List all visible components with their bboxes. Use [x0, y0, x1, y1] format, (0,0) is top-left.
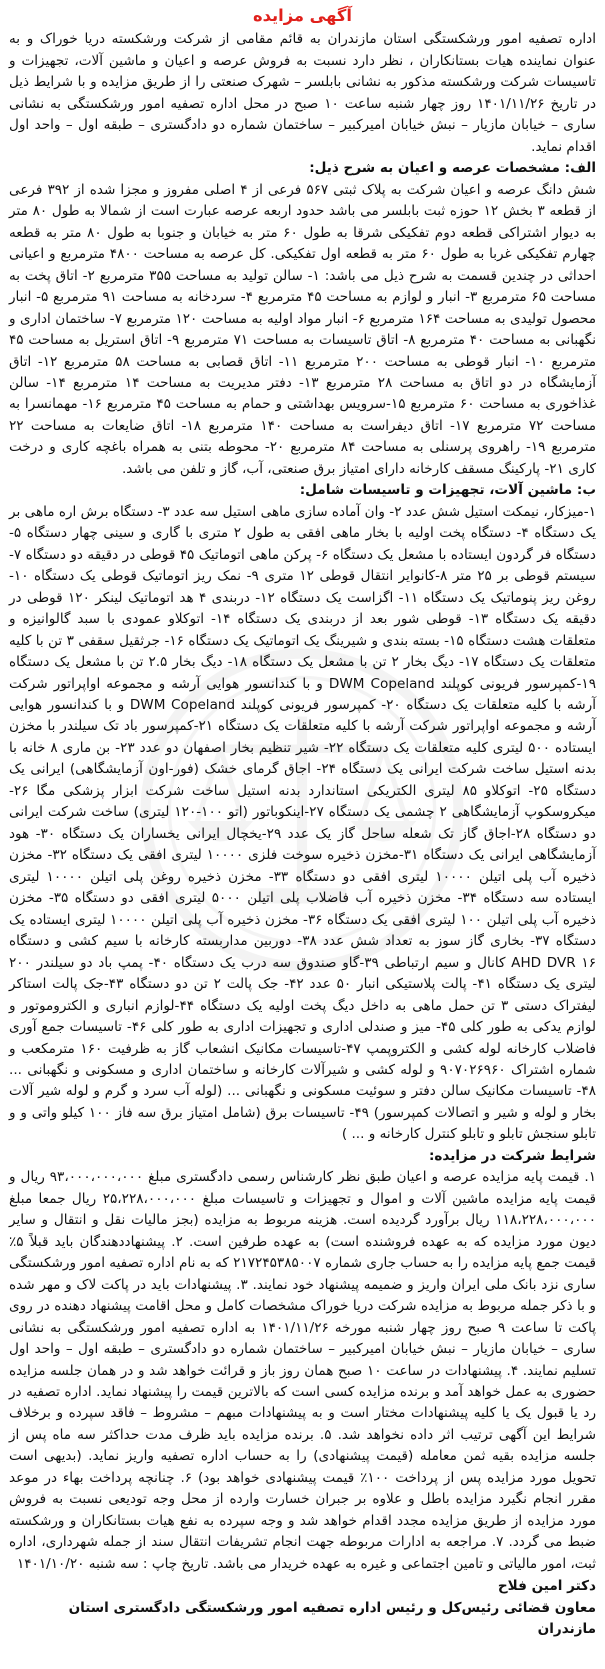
equipment-item-13: ۱۳- قوطی شور بعد از دربندی یک دستگاه [237, 611, 489, 628]
equipment-item-6: ۶- پرکن ماهی اتوماتیک ۴۵ قوطی در دقیقه دو دستگاه [25, 546, 329, 563]
equipment-item-39: ۳۹-گاو صندوق سه درب یک دستگاه [173, 954, 379, 971]
condition-item-5: ۵. برنده مزایده باید ظرف مدت حداکثر سه ماه پس از جلسه مزایده بقیه ثمن معامله (قیمت پیشنهادی) را به حساب اداره تصفیه واریز نماید. (بدیهی است تحویل مورد مزایده پس از پرداخت ۱۰۰٪ قیمت پیشنهادی خواهد بود) [9, 1426, 597, 1486]
condition-item-6: ۶. چنانچه پرداخت بهاء در موعد مقرر انجام نگیرد مزایده باطل و علاوه بر جبران خسارت وارده از محل وجه تودیعی نسبت به فروش مورد مزایده از طریق مزایده مجدد اقدام خواهد شد و وجه سپرده به نفع هیات بستانکاران و ورشکسته ضبط می گردد. [9, 1469, 596, 1551]
equipment-item-12: ۱۲- دربندی ۴ هد اتوماتیک لینکر ۱۲۰ قوطی در دقیقه یک دستگاه [9, 589, 596, 628]
print-date: تاریخ چاپ : سه شنبه ۱۴۰۱/۱۰/۲۰ [16, 1555, 209, 1572]
equipment-item-19: ۱۹-کمپرسور فریونی کوپلند DWM Copeland و با کندانسور هوایی آرشه و مجموعه اواپراتور شرکت آرشه با کلیه متعلقات یک دستگاه [9, 675, 596, 713]
area-item-18: ۱۸- اتاق ضایعات به مساحت ۲۲ مترمربع [9, 417, 596, 456]
equipment-item-15: ۱۵- بسته بندی و شیرینگ یک اتوماتیک یک دستگاه [188, 632, 464, 649]
equipment-item-34: ۳۴- مخزن ذخیره آب فاضلاب پلی اتیلن ۵۰۰۰ لیتری افقی دو دستگاه [74, 890, 477, 907]
equipment-item-37: ۳۷- بخاری گاز سوز به تعداد شش عدد [322, 933, 550, 950]
area-item-19: ۱۹- راهروی پرسنلی به مساحت ۸۴ مترمربع [290, 439, 546, 456]
area-item-2: ۲- اتاق پخت به مساحت ۶۵ مترمربع [9, 267, 596, 306]
equipment-item-29: ۲۹-یخچال ایرانی یخساران یک دستگاه [61, 825, 282, 842]
area-item-17: ۱۷- اتاق دیفراست به مساحت ۱۴۰ مترمربع [208, 417, 470, 434]
equipment-item-21: ۲۱-کمپرسور باد تک سیلندر با مخزن ایستاده ۵۰۰ لیتری کلیه متعلقات یک دستگاه [9, 718, 596, 756]
conditions-paragraph [9, 1167, 596, 1575]
equipment-item-17: ۱۷- دیگ بخار ۲ تن با مشعل یک دستگاه [252, 654, 479, 671]
area-item-13: ۱۳- دفتر مدیریت به مساحت ۱۴ مترمربع [73, 374, 319, 391]
signatory-name: دکتر امین فلاح [497, 1578, 596, 1595]
equipment-item-26: ۲۶-میکروسکوپ آزمایشگاهی ۲ چشمی یک دستگاه [9, 782, 596, 821]
area-item-10: ۱۰- انبار قوطی به مساحت ۲۰۰ مترمربع [304, 353, 545, 370]
notice-title: آگهی مزایده [253, 6, 352, 25]
equipment-item-25: ۲۵- اتوکلاو ۸۵ لیتری الکتریکی استاندارد بدنه استیل ساخت شرکت ابزار پزشکی مگا [36, 782, 548, 799]
equipment-item-16: ۱۶- جرثقیل سقفی ۳ تن با کلیه متعلقات یک دستگاه [9, 632, 596, 671]
equipment-item-30: ۳۰- هود آزمایشگاهی ایرانی یک دستگاه [9, 825, 596, 864]
condition-item-3: ۳. پیشنهادات باید در پاکت لاک و مهر شده و با ذکر جمله مربوط به مزایده شرکت دریا خوراک مشخصات کامل و محل اقامت پیشنهاد دهنده در روی پاکت تا ساعت ۹ صبح روز چهار شنبه مورخه ۱۴۰۱/۱۱/۲۶ به اداره تصفیه امور ورشکستگی به نشانی ساری – خیابان مازیار – نبش خیابان امیرکبیر – ساختمان شماره دو دادگستری – طبقه اول – واحد اول تسلیم نمایند. [9, 1276, 596, 1379]
equipment-item-41: ۴۱- پالت پلاستیکی انبار ۵۰ عدد [309, 976, 492, 993]
section-b-paragraph [9, 502, 596, 1146]
equipment-item-2: ۲- وان آماده سازی ماهی استیل سه عدد [174, 503, 402, 520]
equipment-item-10: ۱۰- روغن ریز پنوماتیک یک دستگاه [9, 568, 596, 606]
equipment-item-9: ۹- نمک ریز اتوماتیک قوطی یک دستگاه [34, 568, 259, 585]
section-a-heading: الف: مشخصات عرصه و اعیان به شرح ذیل: [309, 160, 596, 177]
equipment-item-36: ۳۶- مخزن ذخیره آب پلی اتیلن ۱۰۰۰۰ لیتری ایستاده یک دستگاه [9, 911, 596, 950]
equipment-item-28: ۲۸-اجاق گاز تک شعله ساحل گاز یک عدد [287, 825, 531, 842]
equipment-item-22: ۲۲- شیر تنظیم بخار اصفهان دو عدد [139, 739, 344, 756]
equipment-item-43: ۴۳-جک پالت استاکر لیفتراک دستی ۳ تن حمل ماهی به داخل دیگ پخت اولیه یک دستگاه [9, 976, 596, 1014]
equipment-item-47: ۴۷-تاسیسات مکانیک انشعاب گاز به ظرفیت ۱۶۰ مترمکعب و شماره اشتراک ۹۰۷۰۲۶۹۶۰ و لوله کشی و شیرآلات کارخانه و ساختمان اداری و مسکونی و نگهبانی ... [9, 1040, 596, 1078]
area-item-6: ۶- انبار مواد اولیه به مساحت ۱۲۰ مترمربع [126, 310, 365, 327]
section-a-paragraph [9, 180, 596, 481]
area-item-9: ۹- اتاق استریل به مساحت ۴۵ مترمربع [9, 332, 597, 370]
condition-item-4: ۴. پیشنهادات در ساعت ۱۰ صبح همان روز باز و قرائت خواهد شد و در همان جلسه مزایده حضوری به عمل خواهد آمد و برنده مزایده کسی است که بالاترین قیمت را پیشنهاد نماید. اداره تصفیه در رد یا قبول یک یا کلیه پیشنهادات مختار است و به پیشنهادات مبهم – مشروط – فاقد سپرده و برخلاف شرایط این آگهی ترتیب اثر داده نخواهد شد. [9, 1362, 596, 1443]
section-a-description: شش دانگ عرصه و اعیان شرکت به پلاک ثبتی ۵۶۷ فرعی از ۴ اصلی مفروز و مجزا شده از ۳۹۲ فرعی از قطعه ۳ بخش ۱۲ حوزه ثبت بابلسر می باشد حدود اربعه عرصه عبارت است از شمالا به طول ۸۰ متر به دیوار اشتراکی قطعه دوم تفکیکی شرقا به طول ۶۰ متر به خیابان و جنوبا به طول ۸۰ متر به قطعه چهارم تفکیکی غربا به طول ۶۰ متر به قطعه اول تفکیکی. کل عرصه به مساحت ۴۸۰۰ مترمربع و اعیانی احداثی در چندین قسمت به شرح ذیل می باشد: [9, 181, 597, 284]
equipment-item-8: ۸-کانوایر انتقال قوطی ۱۲ متری [264, 568, 448, 585]
equipment-item-32: ۳۲- مخزن ذخیره آب پلی اتیلن ۱۰۰۰۰ لیتری افقی دو دستگاه [9, 847, 596, 885]
equipment-item-24: ۲۴- اجاق گرمای خشک (فور-اون آزمایشگاهی) ایرانی یک دستگاه [9, 761, 596, 799]
condition-item-1: ۱. قیمت پایه مزایده عرصه و اعیان طبق نظر کارشناس رسمی دادگستری مبلغ ۹۳،۰۰۰،۰۰۰،۰۰۰ ریال و قیمت پایه مزایده ماشین آلات و اموال و تجهیزات و تاسیسات مبلغ ۲۵،۲۲۸،۰۰۰،۰۰۰ ریال جمعا مبلغ ۱۱۸،۲۲۸،۰۰۰،۰۰۰ ریال برآورد گردیده است. هزینه مربوط به مزایده (بجز مالیات نقل و انتقال و سایر دیون مورد مزایده که به عهده فروشنده است) به عهده طرفین است. [9, 1169, 597, 1250]
area-item-1: ۱- سالن تولید به مساحت ۳۵۵ مترمربع [99, 267, 320, 284]
equipment-item-11: ۱۱- اگزاست یک دستگاه [280, 589, 419, 606]
area-list [9, 268, 596, 477]
area-item-4: ۴- سردخانه به مساحت ۹۱ مترمربع [53, 289, 253, 306]
equipment-item-14: ۱۴- اتوکلاو عمودی با سبد گالوانیزه و متعلقات هشت دستگاه [9, 611, 596, 649]
equipment-item-31: ۳۱-مخزن ذخیره سوخت فلزی ۱۰۰۰۰ لیتری افقی یک دستگاه [71, 847, 419, 864]
condition-item-2: ۲. پیشنهاددهندگان باید قبلاً ۵٪ قیمت جمع پایه مزایده را به حساب جاری شماره ۲۱۷۲۴۵۳۸۵۰۰۷ که به نام اداره تصفیه امور ورشکستگی ساری نزد بانک ملی ایران واریز و ضمیمه پیشنهاد خود نمایند. [9, 1233, 596, 1293]
area-item-11: ۱۱- اتاق قصابی به مساحت ۵۸ مترمربع [63, 353, 299, 370]
equipment-item-40: ۴۰- پمپ باد دو سیلندر ۲۰۰ لیتری یک دستگاه [9, 954, 596, 993]
area-item-7: ۷- ساختمان اداری و نگهبانی به مساحت ۴۰ مترمربع [9, 310, 597, 349]
area-item-16: ۱۶- مهمانسرا به مساحت ۷۲ مترمربع [9, 396, 596, 434]
area-item-5: ۵- انبار محصول تولیدی به مساحت ۱۶۴ مترمربع [9, 289, 596, 327]
equipment-item-4: ۴- دستگاه پخت اولیه با بخار ماهی افقی به طول ۲ متری با گاری و سینی چهار دستگاه [26, 525, 529, 542]
equipment-item-42: ۴۲- جک پالت ۲ تن دو دستگاه [129, 976, 304, 993]
section-a-utilities: کارخانه دارای امتیاز برق صنعتی، آب، گاز و تلفن می باشد. [121, 460, 450, 477]
conditions-heading: شرایط شرکت در مزایده: [428, 1147, 596, 1164]
equipment-item-46: ۴۶- تاسیسات جمع آوری فاضلاب کارخانه لوله کشی و الکتروپمپ [9, 1019, 597, 1057]
equipment-item-27: ۲۷-اینکوباتور (اتو ۱۰۰-۱۲۰ لیتری) ساخت شرکت ایرانی دو دستگاه [9, 804, 596, 842]
conditions-list [9, 1169, 596, 1571]
equipment-item-5: ۵- دستگاه فر گردون ایستاده با مشعل یک دستگاه [9, 525, 596, 563]
equipment-item-18: ۱۸- دیگ بخار ۲.۵ تن با مشعل یک دستگاه [9, 654, 248, 671]
equipment-item-7: ۷- سیستم قوطی بر ۲۵ متر [9, 546, 596, 585]
equipment-list [9, 504, 596, 1143]
intro-paragraph: اداره تصفیه امور ورشکستگی استان مازندران به قائم مقامی از شرکت ورشکسته دریا خوراک و به عنوان نماینده هیات بستانکاران ، نظر دارد نسبت به فروش عرصه و اعیان و ماشین آلات، تجهیزات و تاسیسات شرکت ورشکسته مذکور به نشانی بابلسر – شهرک صنعتی را از طریق مزایده و با شرایط ذیل در تاریخ ۱۴۰۱/۱۱/۲۶ روز چهار شنبه ساعت ۱۰ صبح در محل اداره تصفیه امور ورشکستگی به نشانی ساری – خیابان مازیار – نبش خیابان امیرکبیر – ساختمان شماره دو دادگستری – طبقه اول – واحد اول اقدام نماید. [9, 31, 596, 155]
signature-block [9, 1576, 596, 1640]
signatory-title: معاون قضائی رئیس‌کل و رئیس اداره تصفیه امور ورشکستگی دادگستری استان مازندران [68, 1599, 596, 1638]
equipment-item-49: ۴۹- تاسیسات برق (شامل امتیاز برق سه فاز ۱۰۰ کیلو واتی و و تابلو سنجش تابلو و تابلو کنترل کارخانه و ... ) [9, 1104, 596, 1143]
area-item-3: ۳- انبار و لوازم به مساحت ۴۵ مترمربع [257, 289, 478, 306]
area-item-21: ۲۱- پارکینگ مسقف [454, 460, 564, 477]
equipment-item-45: ۴۵- میز و صندلی اداری و تجهیزات اداری به طور کلی [151, 1019, 456, 1036]
area-item-12: ۱۲- اتاق آزمایشگاه در دو اتاق به مساحت ۲۸ مترمربع [9, 353, 597, 391]
equipment-item-1: ۱-میزکار، نیمکت استیل شش عدد [405, 503, 596, 520]
area-item-15: ۱۵-سرویس بهداشتی و حمام به مساحت ۴۵ مترمربع [106, 396, 406, 413]
condition-item-7: ۷. مراجعه به ادارات مربوطه جهت انجام تشریفات انتقال سند از جمله شهرداری، اداره ثبت، امور مالیاتی و تامین اجتماعی و غیره به عهده خریدار می باشد. [9, 1534, 596, 1572]
area-item-8: ۸- اتاق تاسیسات به مساحت ۷۱ مترمربع [184, 332, 416, 349]
section-b-heading: ب: ماشین آلات، تجهیزات و تاسیسات شامل: [299, 482, 596, 499]
equipment-item-35: ۳۵- مخزن ذخیره آب پلی اتیلن ۱۰۰ لیتری افقی یک دستگاه [9, 890, 596, 928]
equipment-item-38: ۳۸- دوربین مداربسته کارخانه با سیم کشی و دستگاه AHD DVR ۱۶ کانال و سیم ارتباطی [9, 933, 597, 971]
equipment-item-3: ۳- دستگاه برش اره ماهی بر یک دستگاه [9, 503, 596, 542]
equipment-item-48: ۴۸- تاسیسات مکانیک سالن دفتر و سوئیت مسکونی و نگهبانی ... (لوله آب سرد و گرم و لوله شیر آلات بخار و لوله و شیر و اتصالات کمپرسور) [9, 1083, 596, 1121]
area-item-20: ۲۰- محوطه بتنی به همراه باغچه کاری و درخت کاری [9, 439, 596, 477]
equipment-item-23: ۲۳- بن ماری ۸ خانه با بدنه استیل ساخت شرکت ایرانی یک دستگاه [9, 739, 596, 778]
area-item-14: ۱۴- سالن غذاخوری به مساحت ۶۰ مترمربع [9, 374, 596, 413]
equipment-item-20: ۲۰- کمپرسور فریونی کوپلند DWM Copeland و با کندانسور هوایی آرشه و مجموعه اواپراتور شرکت آرشه با کلیه متعلقات یک دستگاه [9, 697, 596, 735]
equipment-item-33: ۳۳- مخزن ذخیره روغن پلی اتیلن ۱۰۰۰۰ لیتری ایستاده سه دستگاه [9, 868, 596, 907]
equipment-item-44: ۴۴-لوازم انباری و الکتروموتور و لوازم یدکی به طور کلی [9, 997, 596, 1036]
